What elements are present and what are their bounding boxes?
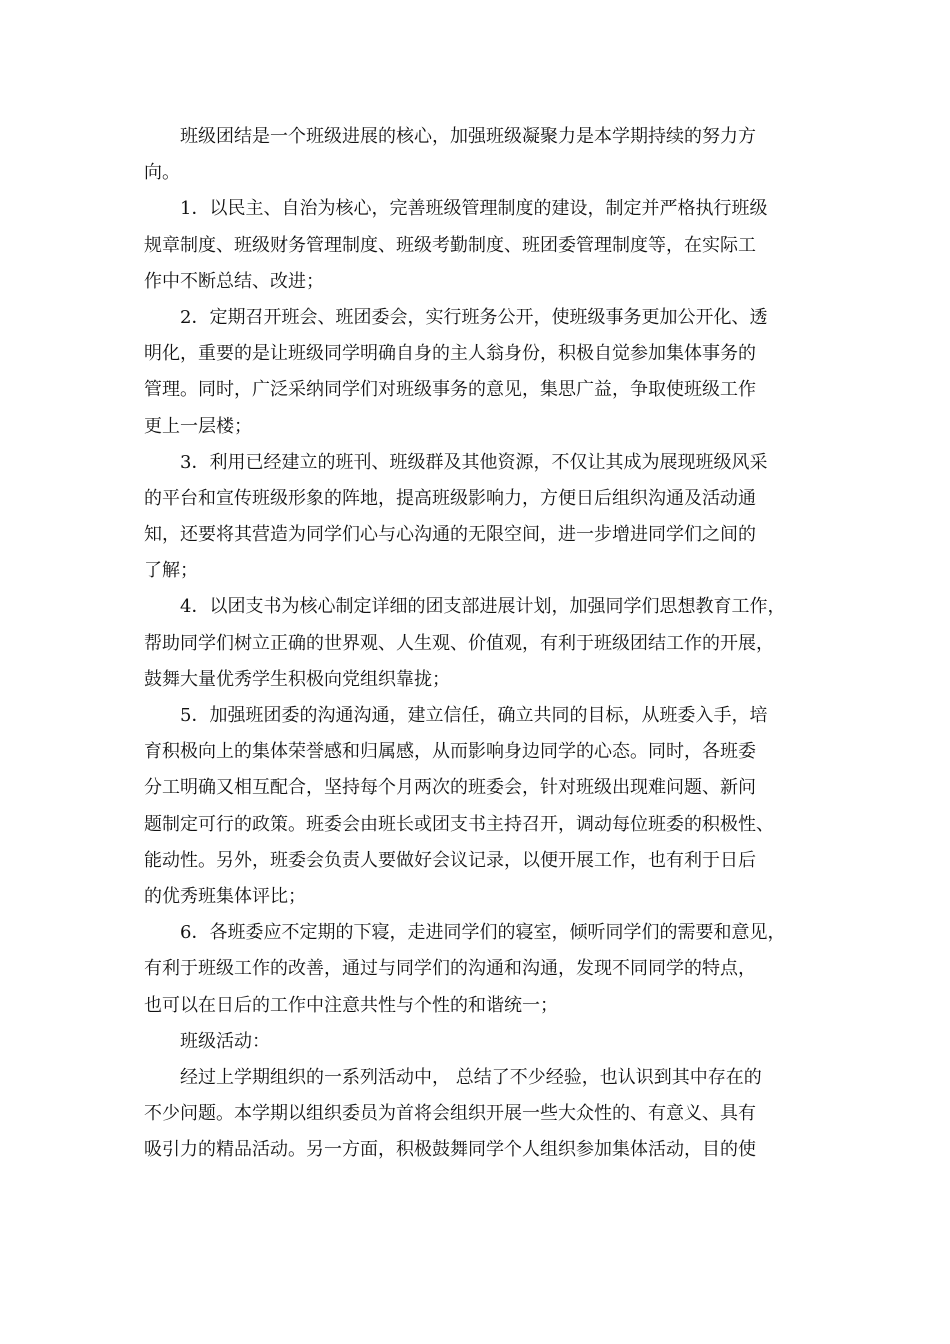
- text-line: 题制定可行的政策。班委会由班长或团支书主持召开，调动每位班委的积极性、: [144, 813, 774, 835]
- text-line: 4．以团支书为核心制定详细的团支部进展计划，加强同学们思想教育工作，: [180, 596, 786, 618]
- text-line: 能动性。另外，班委会负责人要做好会议记录，以便开展工作，也有利于日后: [144, 849, 756, 871]
- text-line: 也可以在日后的工作中注意共性与个性的和谐统一；: [144, 994, 558, 1016]
- text-line: 了解；: [144, 560, 198, 582]
- text-line: 不少问题。本学期以组织委员为首将会组织开展一些大众性的、有意义、具有: [144, 1103, 756, 1125]
- text-line: 分工明确又相互配合，坚持每个月两次的班委会，针对班级出现难问题、新问: [144, 777, 756, 799]
- text-line: 班级团结是一个班级进展的核心，加强班级凝聚力是本学期持续的努力方: [180, 126, 756, 147]
- text-line: 有利于班级工作的改善，通过与同学们的沟通和沟通，发现不同同学的特点，: [144, 958, 756, 980]
- text-line: 规章制度、班级财务管理制度、班级考勤制度、班团委管理制度等，在实际工: [144, 234, 756, 256]
- text-line: 管理。同时，广泛采纳同学们对班级事务的意见，集思广益，争取使班级工作: [144, 379, 756, 401]
- text-line: 吸引力的精品活动。另一方面，积极鼓舞同学个人组织参加集体活动，目的使: [144, 1139, 756, 1161]
- text-line: 更上一层楼；: [144, 415, 252, 437]
- text-line: 向。: [144, 162, 180, 184]
- text-line: 6．各班委应不定期的下寝，走进同学们的寝室，倾听同学们的需要和意见，: [180, 922, 786, 944]
- text-line: 育积极向上的集体荣誉感和归属感，从而影响身边同学的心态。同时，各班委: [144, 741, 756, 763]
- text-line: 帮助同学们树立正确的世界观、人生观、价值观，有利于班级团结工作的开展，: [144, 632, 774, 654]
- text-line: 的平台和宣传班级形象的阵地，提高班级影响力，方便日后组织沟通及活动通: [144, 487, 756, 509]
- text-line: 鼓舞大量优秀学生积极向党组织靠拢；: [144, 668, 450, 690]
- text-line: 5．加强班团委的沟通沟通，建立信任，确立共同的目标，从班委入手，培: [180, 705, 768, 726]
- text-line: 班级活动：: [180, 1030, 270, 1052]
- document-body: [144, 119, 816, 1168]
- text-line: 知，还要将其营造为同学们心与心沟通的无限空间，进一步增进同学们之间的: [144, 524, 756, 546]
- text-line: 经过上学期组织的一系列活动中， 总结了不少经验，也认识到其中存在的: [180, 1066, 762, 1088]
- text-line: 明化，重要的是让班级同学明确自身的主人翁身份，积极自觉参加集体事务的: [144, 343, 756, 365]
- text-line: 的优秀班集体评比；: [144, 885, 306, 907]
- text-line: 2．定期召开班会、班团委会，实行班务公开，使班级事务更加公开化、透: [180, 306, 768, 328]
- text-line: 3．利用已经建立的班刊、班级群及其他资源，不仅让其成为展现班级风采: [180, 451, 768, 473]
- text-line: 作中不断总结、改进；: [144, 270, 324, 292]
- text-line: 1．以民主、自治为核心，完善班级管理制度的建设，制定并严格执行班级: [180, 198, 768, 220]
